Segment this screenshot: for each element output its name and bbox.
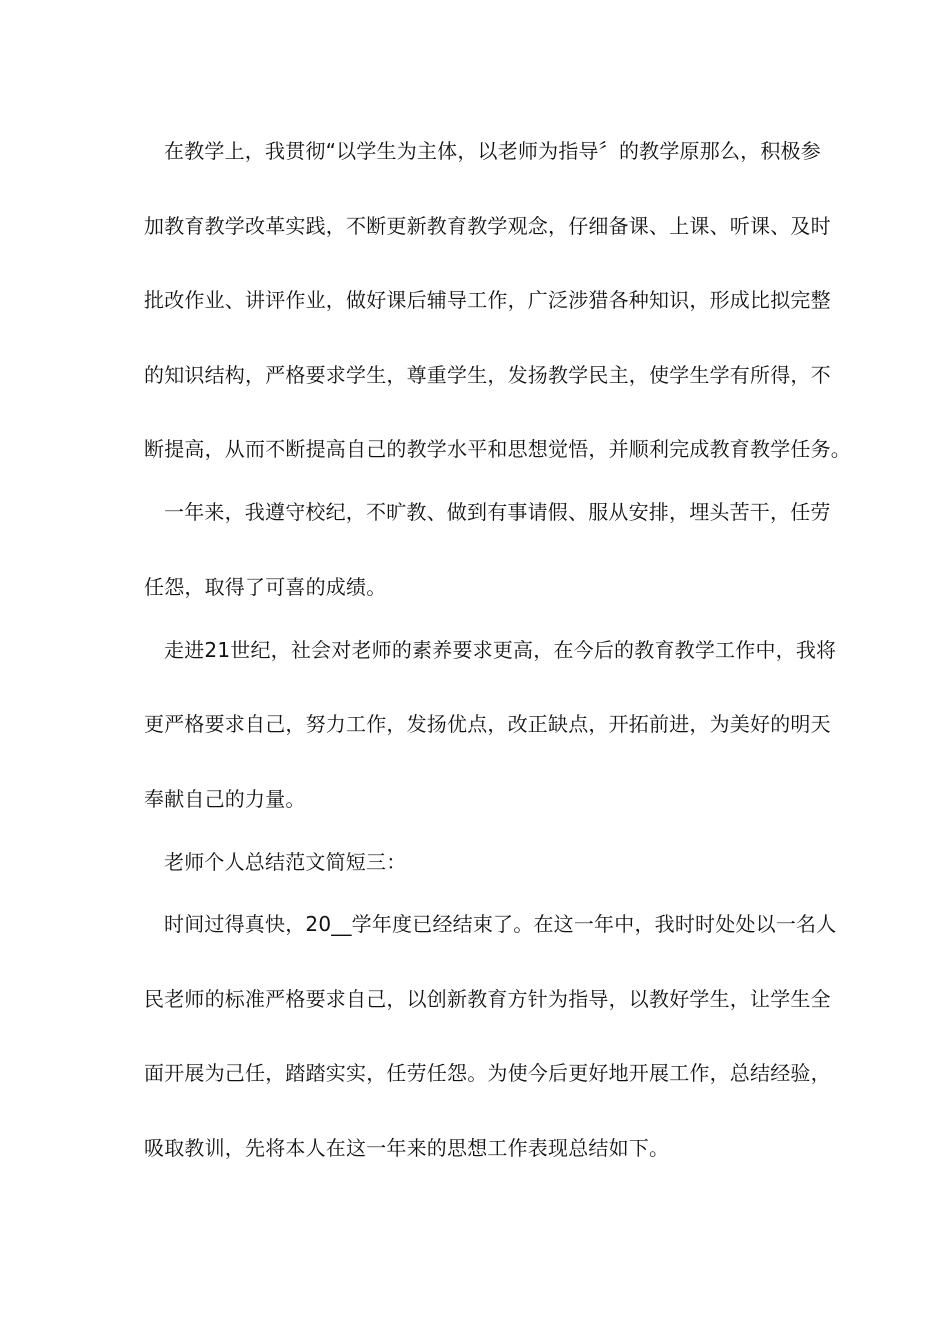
paragraph-3-line-3: 奉献自己的力量。 xyxy=(144,787,306,811)
paragraph-2-line-2: 任怨，取得了可喜的成绩。 xyxy=(144,575,387,599)
paragraph-1-line-1: 在教学上，我贯彻“以学生为主体，以老师为指导〞的教学原那么，积极参 xyxy=(164,139,821,163)
paragraph-1-line-5: 断提高，从而不断提高自己的教学水平和思想觉悟，并顺利完成教育教学任务。 xyxy=(144,437,851,461)
paragraph-5-line-4: 吸取教训，先将本人在这一年来的思想工作表现总结如下。 xyxy=(144,1136,670,1160)
paragraph-5-line-2: 民老师的标准严格要求自己，以创新教育方针为指导，以教好学生，让学生全 xyxy=(144,987,831,1011)
paragraph-3-line-1: 走进21世纪，社会对老师的素养要求更高，在今后的教育教学工作中，我将 xyxy=(164,638,837,662)
paragraph-1-line-4: 的知识结构，严格要求学生，尊重学生，发扬教学民主，使学生学有所得，不 xyxy=(144,363,831,387)
paragraph-2-line-1: 一年来，我遵守校纪，不旷教、做到有事请假、服从安排，埋头苦干，任劳 xyxy=(164,500,831,524)
section-heading: 老师个人总结范文简短三： xyxy=(164,850,407,874)
paragraph-1-line-2: 加教育教学改革实践，不断更新教育教学观念，仔细备课、上课、听课、及时 xyxy=(144,214,831,238)
paragraph-1-line-3: 批改作业、讲评作业，做好课后辅导工作，广泛涉猎各种知识，形成比拟完整 xyxy=(144,288,831,312)
paragraph-3-line-2: 更严格要求自己，努力工作，发扬优点，改正缺点，开拓前进，为美好的明天 xyxy=(144,712,831,736)
paragraph-5-line-3: 面开展为己任，踏踏实实，任劳任怨。为使今后更好地开展工作，总结经验， xyxy=(144,1061,831,1085)
paragraph-5-line-1: 时间过得真快，20__学年度已经结束了。在这一年中，我时时处处以一名人 xyxy=(164,912,837,936)
